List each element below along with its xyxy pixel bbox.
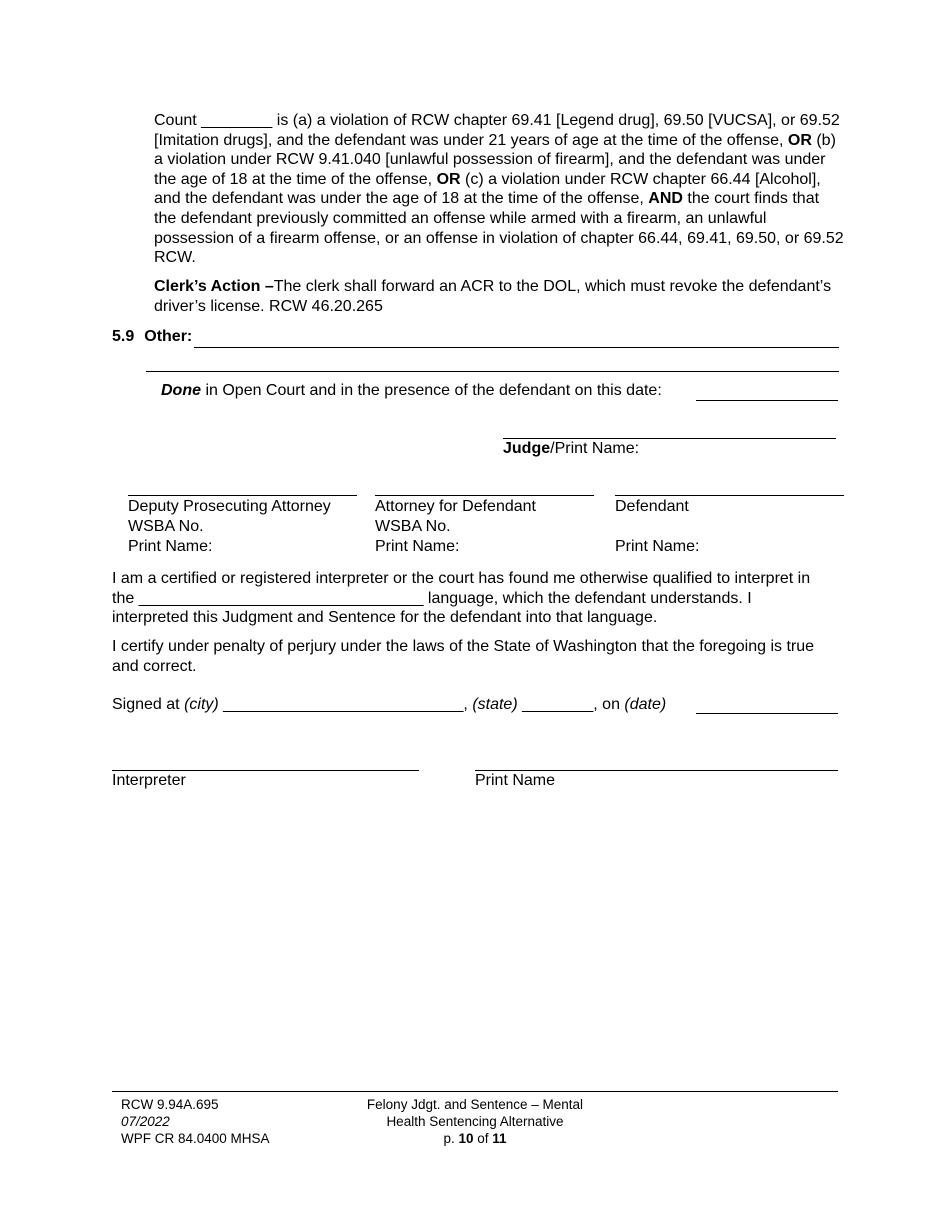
- other-field-line-2[interactable]: [146, 371, 839, 372]
- defense-block: [375, 497, 536, 557]
- defendant-print-name: Print Name:: [615, 538, 700, 555]
- judge-keyword: Judge: [503, 440, 551, 457]
- count-text-2: (b) a violation under RCW 9.41.040 [unlawful possession of firearm], and the defendant was under the age of 18 at the time of the offense,: [154, 131, 836, 188]
- defense-print-name: Print Name:: [375, 538, 460, 555]
- prosecutor-title: Deputy Prosecuting Attorney: [128, 498, 331, 515]
- clerk-action-text: The clerk shall forward an ACR to the DOL, which must revoke the defendant’s driver’s license. RCW 46.20.265: [154, 278, 832, 315]
- footer-date: 07/2022: [121, 1114, 170, 1129]
- footer-rule: [112, 1091, 838, 1092]
- footer-form: WPF CR 84.0400 MHSA: [121, 1131, 270, 1146]
- defendant-signature-line[interactable]: [615, 495, 844, 496]
- or-keyword-2: OR: [436, 170, 461, 188]
- footer-left: [121, 1096, 270, 1147]
- and-keyword: AND: [648, 190, 683, 208]
- state-label: (state): [472, 696, 518, 713]
- interpreter-print-name-label: Print Name: [475, 772, 556, 789]
- other-section: [112, 326, 839, 348]
- prosecutor-wsba: WSBA No.: [128, 518, 204, 535]
- footer-title-2: Health Sentencing Alternative: [386, 1114, 564, 1129]
- signed-at-line: [112, 695, 666, 715]
- defendant-block: [615, 497, 699, 557]
- interpreter-statement: I am a certified or registered interpreter or the court has found me otherwise qualified to interpret in the ________________________________ language, which the defendant understands. I interpreted this Judgment and Sentence for the defendant into that language.: [112, 570, 811, 627]
- other-field-line-1[interactable]: [194, 346, 839, 348]
- footer-center: [340, 1096, 610, 1147]
- judge-label: [503, 439, 639, 459]
- prosecutor-block: [128, 497, 331, 557]
- date-signature-line[interactable]: [696, 400, 838, 401]
- section-number: 5.9: [112, 328, 135, 345]
- city-blank[interactable]: ___________________________,: [218, 696, 473, 713]
- clerk-action-label: Clerk’s Action –: [154, 278, 274, 295]
- footer-page-number: p. 10 of 11: [443, 1131, 507, 1146]
- other-heading: [112, 328, 192, 348]
- or-keyword-1: OR: [787, 131, 812, 149]
- count-text-1: Count ________ is (a) a violation of RCW chapter 69.41 [Legend drug], 69.50 [VUCSA], or 69.52 [Imitation drugs], and the defendant was under 21 years of age at the time of the offense,: [154, 112, 840, 149]
- done-text: in Open Court and in the presence of the defendant on this date:: [201, 382, 662, 399]
- other-label: Other:: [144, 328, 193, 345]
- city-label: (city): [184, 696, 219, 713]
- judge-print-name: /Print Name:: [550, 440, 640, 457]
- defense-wsba: WSBA No.: [375, 518, 451, 535]
- defendant-title: Defendant: [615, 498, 689, 515]
- count-text-4: the court finds that the defendant previously committed an offense while armed with a firearm, an unlawful possession of a firearm offense, or an offense in violation of chapter 66.44, 69.41, 69.50, or 69.52 RCW.: [154, 190, 844, 267]
- count-text-3: (c) a violation under RCW chapter 66.44 [Alcohol], and the defendant was under the age of 18 at the time of the offense,: [154, 170, 821, 208]
- done-keyword: Done: [161, 382, 201, 399]
- defense-signature-line[interactable]: [375, 495, 594, 496]
- defense-title: Attorney for Defendant: [375, 498, 536, 515]
- signed-at-prefix: Signed at: [112, 696, 185, 713]
- count-paragraph: [154, 111, 844, 268]
- perjury-statement: I certify under penalty of perjury under the laws of the State of Washington that the foregoing is true and correct.: [112, 638, 815, 675]
- prosecutor-print-name: Print Name:: [128, 538, 213, 555]
- prosecutor-signature-line[interactable]: [128, 495, 357, 496]
- footer-rcw: RCW 9.94A.695: [121, 1097, 219, 1112]
- footer-title-1: Felony Jdgt. and Sentence – Mental: [366, 1097, 584, 1112]
- interpreter-label: Interpreter: [112, 772, 186, 789]
- clerk-action-paragraph: [154, 277, 844, 316]
- state-blank[interactable]: ________, on: [517, 696, 625, 713]
- done-statement: [161, 381, 662, 401]
- date-label: (date): [624, 696, 667, 713]
- signed-date-line[interactable]: [696, 713, 838, 714]
